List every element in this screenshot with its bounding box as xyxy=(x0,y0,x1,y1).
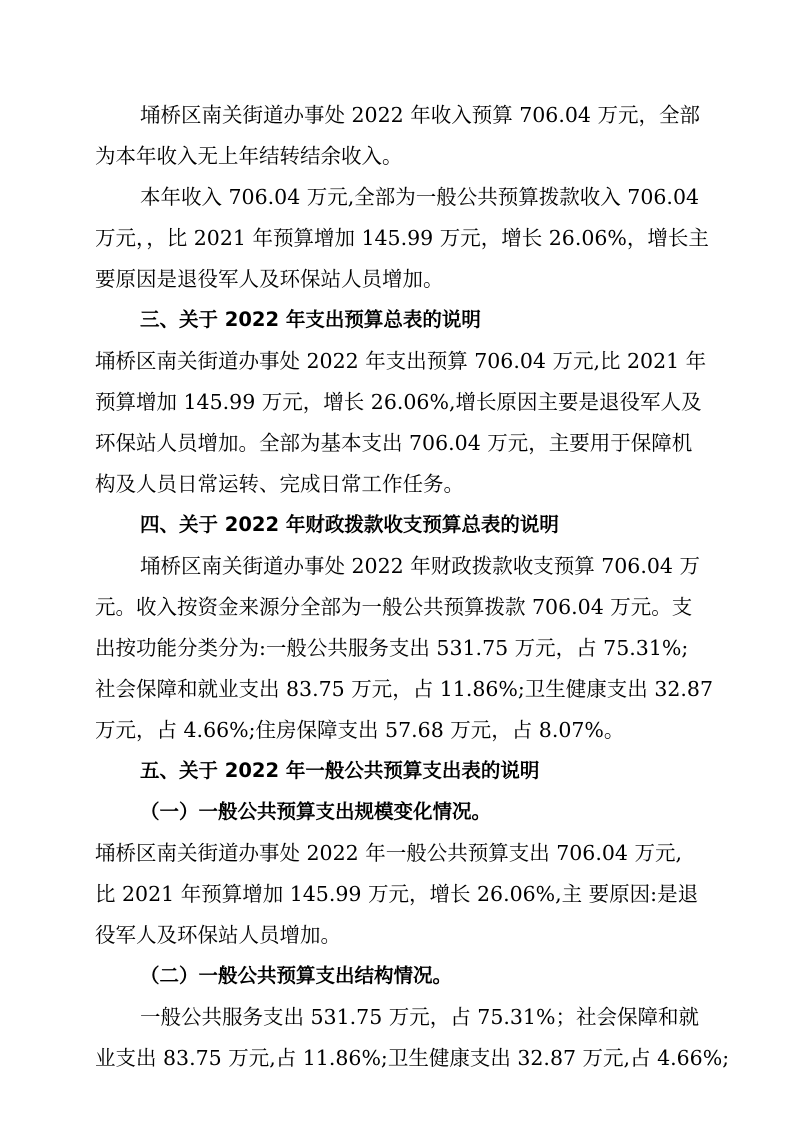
section-heading-4: 四、关于 2022 年财政拨款收支预算总表的说明 xyxy=(140,513,559,536)
paragraph-line: 万元，，比 2021 年预算增加 145.99 万元，增长 26.06%，增长主 xyxy=(95,226,709,250)
paragraph-line: 环保站人员增加。全部为基本支出 706.04 万元，主要用于保障机 xyxy=(95,431,693,455)
paragraph-line: 埇桥区南关街道办事处 2022 年一般公共预算支出 706.04 万元, xyxy=(95,841,682,865)
subsection-heading-1: （一）一般公共预算支出规模变化情况。 xyxy=(140,800,492,823)
paragraph-line: 预算增加 145.99 万元，增长 26.06%,增长原因主要是退役军人及 xyxy=(95,390,702,414)
paragraph-line: 役军人及环保站人员增加。 xyxy=(95,923,341,947)
section-heading-3: 三、关于 2022 年支出预算总表的说明 xyxy=(140,308,481,331)
paragraph-line: 万元，占 4.66%;住房保障支出 57.68 万元，占 8.07%。 xyxy=(95,718,625,742)
subsection-heading-2: （二）一般公共预算支出结构情况。 xyxy=(140,964,453,987)
paragraph-line: 埇桥区南关街道办事处 2022 年财政拨款收支预算 706.04 万 xyxy=(140,554,700,578)
paragraph-line: 构及人员日常运转、完成日常工作任务。 xyxy=(95,472,464,496)
paragraph-line: 埇桥区南关街道办事处 2022 年收入预算 706.04 万元，全部 xyxy=(140,103,700,127)
section-heading-5: 五、关于 2022 年一般公共预算支出表的说明 xyxy=(140,759,540,782)
paragraph-line: 要原因是退役军人及环保站人员增加。 xyxy=(95,267,444,291)
paragraph-line: 为本年收入无上年结转结余收入。 xyxy=(95,144,403,168)
paragraph-line: 本年收入 706.04 万元,全部为一般公共预算拨款收入 706.04 xyxy=(140,185,700,209)
paragraph-line: 业支出 83.75 万元,占 11.86%;卫生健康支出 32.87 万元,占 4.66%; xyxy=(95,1046,730,1070)
paragraph-line: 比 2021 年预算增加 145.99 万元，增长 26.06%,主 要原因:是退 xyxy=(95,882,699,906)
paragraph-line: 埇桥区南关街道办事处 2022 年支出预算 706.04 万元,比 2021 年 xyxy=(95,349,707,373)
paragraph-line: 元。收入按资金来源分全部为一般公共预算拨款 706.04 万元。支 xyxy=(95,595,693,619)
paragraph-line: 社会保障和就业支出 83.75 万元，占 11.86%;卫生健康支出 32.87 xyxy=(95,677,714,701)
paragraph-line: 一般公共服务支出 531.75 万元，占 75.31%；社会保障和就 xyxy=(140,1005,699,1029)
paragraph-line: 出按功能分类分为:一般公共服务支出 531.75 万元，占 75.31%; xyxy=(95,636,689,660)
